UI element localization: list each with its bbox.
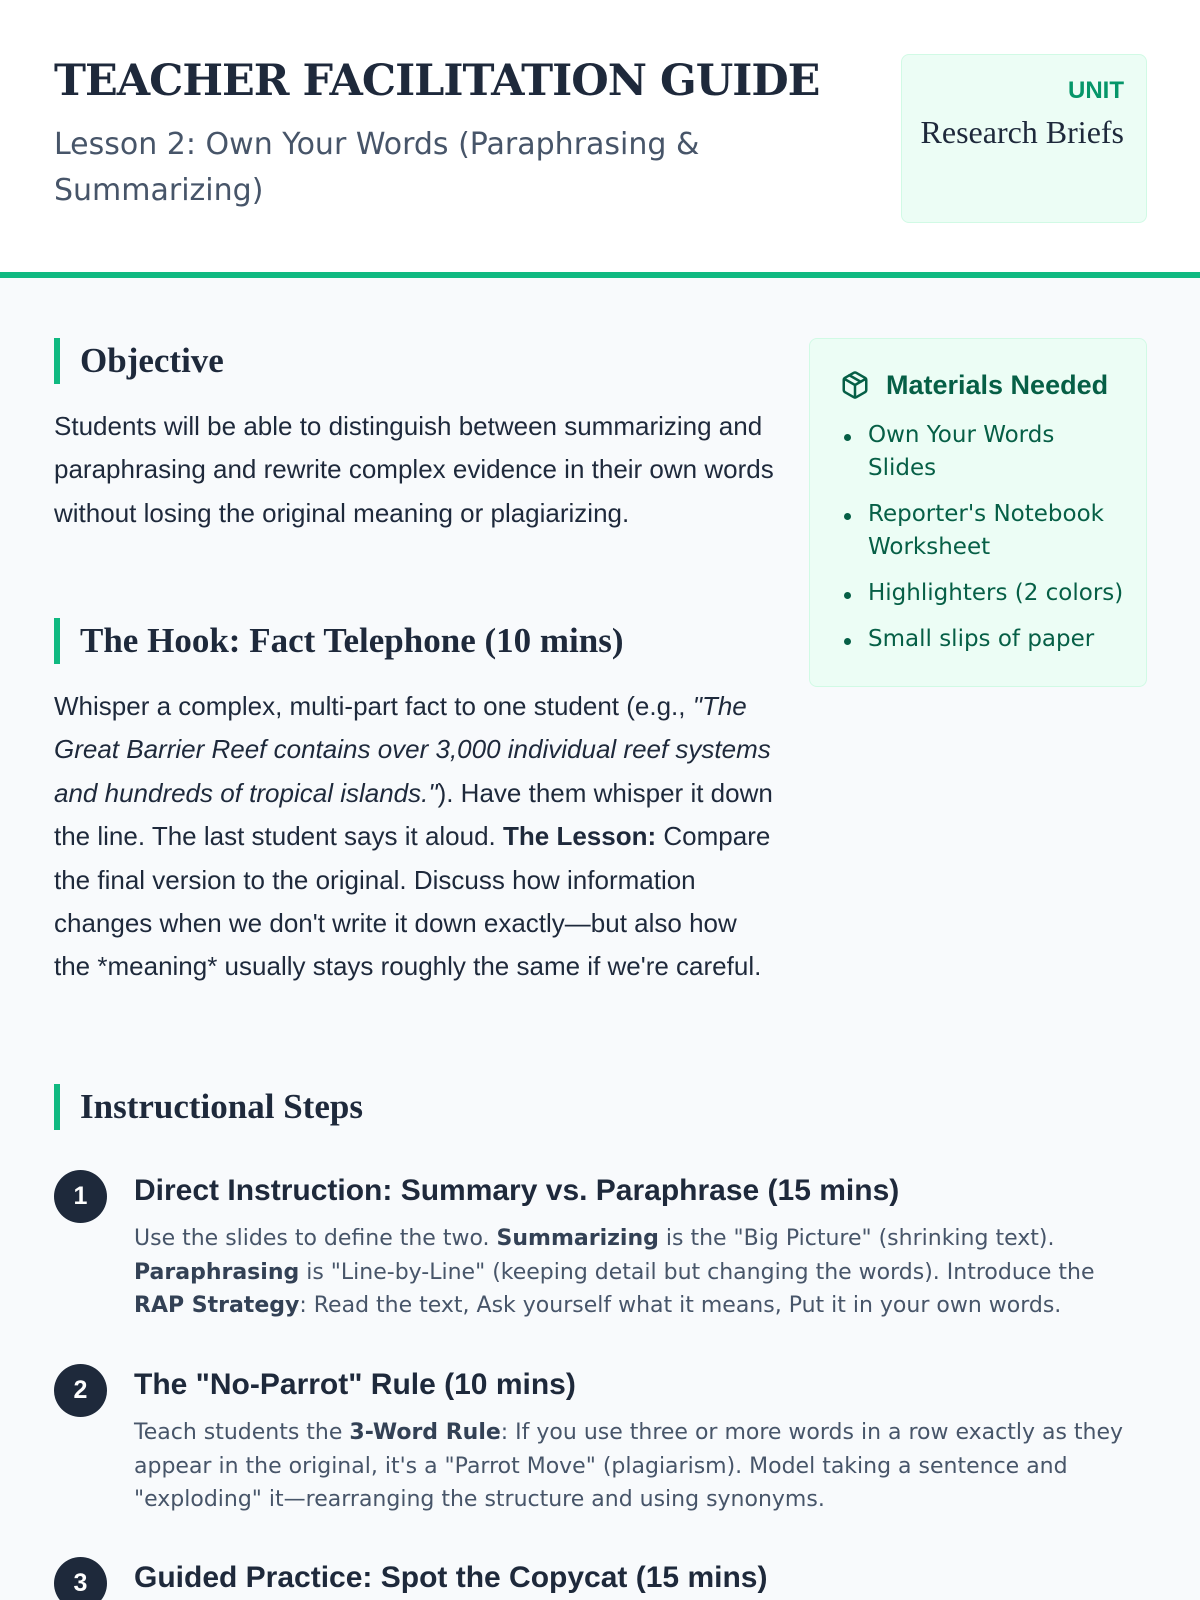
step-number: 3 bbox=[54, 1557, 107, 1600]
step-number: 2 bbox=[54, 1364, 107, 1417]
materials-title-label: Materials Needed bbox=[886, 369, 1109, 400]
hook-text bbox=[54, 685, 774, 989]
hook-text-part: Compare the final version to the original. Discuss how information changes when we don't write it down exactly—but also how the *meaning* usually stays roughly the same if we're careful. bbox=[54, 821, 771, 982]
lesson-subtitle: Lesson 2: Own Your Words (Paraphrasing & Summarizing) bbox=[54, 127, 700, 208]
step-description bbox=[134, 1222, 1146, 1323]
materials-list bbox=[840, 419, 1126, 656]
step-text-part: is the "Big Picture" (shrinking text). bbox=[658, 1226, 1055, 1251]
unit-label: UNIT bbox=[1068, 77, 1124, 104]
step-text-part: : If you use three or more words in a row exactly as they appear in the original, it's a "Parrot Move" (plagiarism). Model taking a sentence and "exploding" it—rearranging the structure and using synonyms. bbox=[134, 1420, 1124, 1512]
hook-heading: The Hook: Fact Telephone (10 mins) bbox=[54, 618, 624, 664]
page-header bbox=[0, 0, 1200, 278]
list-item: Own Your Words Slides bbox=[840, 419, 1126, 485]
objective-text: Students will be able to distinguish between summarizing and paraphrasing and rewrite complex evidence in their own words without losing the original meaning or plagiarizing. bbox=[54, 411, 774, 528]
step-title: Guided Practice: Spot the Copycat (15 mins) bbox=[134, 1561, 768, 1594]
step-description bbox=[134, 1416, 1146, 1517]
box-icon bbox=[840, 370, 870, 400]
step-number: 1 bbox=[54, 1170, 107, 1223]
objective-heading: Objective bbox=[54, 338, 224, 384]
page-title: TEACHER FACILITATION GUIDE bbox=[54, 56, 820, 106]
step-text-part: Use the slides to define the two. bbox=[134, 1226, 497, 1251]
step-title: Direct Instruction: Summary vs. Paraphrase (15 mins) bbox=[134, 1174, 900, 1207]
step-text-part: Teach students the bbox=[134, 1420, 350, 1445]
step-term: RAP Strategy bbox=[134, 1293, 300, 1318]
materials-title bbox=[840, 367, 1126, 403]
hook-lesson-label: The Lesson: bbox=[503, 821, 657, 852]
unit-name: Research Briefs bbox=[920, 114, 1124, 150]
materials-panel bbox=[809, 338, 1147, 687]
step-term: Paraphrasing bbox=[134, 1259, 300, 1285]
list-item: Small slips of paper bbox=[840, 623, 1126, 656]
step-text-part: is "Line-by-Line" (keeping detail but changing the words). Introduce the bbox=[299, 1259, 1095, 1285]
list-item: Highlighters (2 colors) bbox=[840, 577, 1126, 610]
step-title: The "No-Parrot" Rule (10 mins) bbox=[134, 1368, 576, 1401]
hook-quote: "The Great Barrier Reef contains over 3,000 individual reef systems and hundreds of tropical islands." bbox=[54, 691, 771, 808]
hook-text-part: Whisper a complex, multi-part fact to one student (e.g., bbox=[54, 691, 693, 721]
step-term: 3-Word Rule bbox=[349, 1420, 501, 1445]
step-term: Summarizing bbox=[496, 1226, 659, 1251]
list-item: Reporter's Notebook Worksheet bbox=[840, 498, 1126, 564]
hook-text-part: ). Have them whisper it down the line. The last student says it aloud. bbox=[54, 777, 773, 852]
step-text-part: : Read the text, Ask yourself what it means, Put it in your own words. bbox=[299, 1293, 1062, 1318]
steps-heading: Instructional Steps bbox=[54, 1084, 363, 1130]
unit-badge bbox=[901, 54, 1147, 223]
